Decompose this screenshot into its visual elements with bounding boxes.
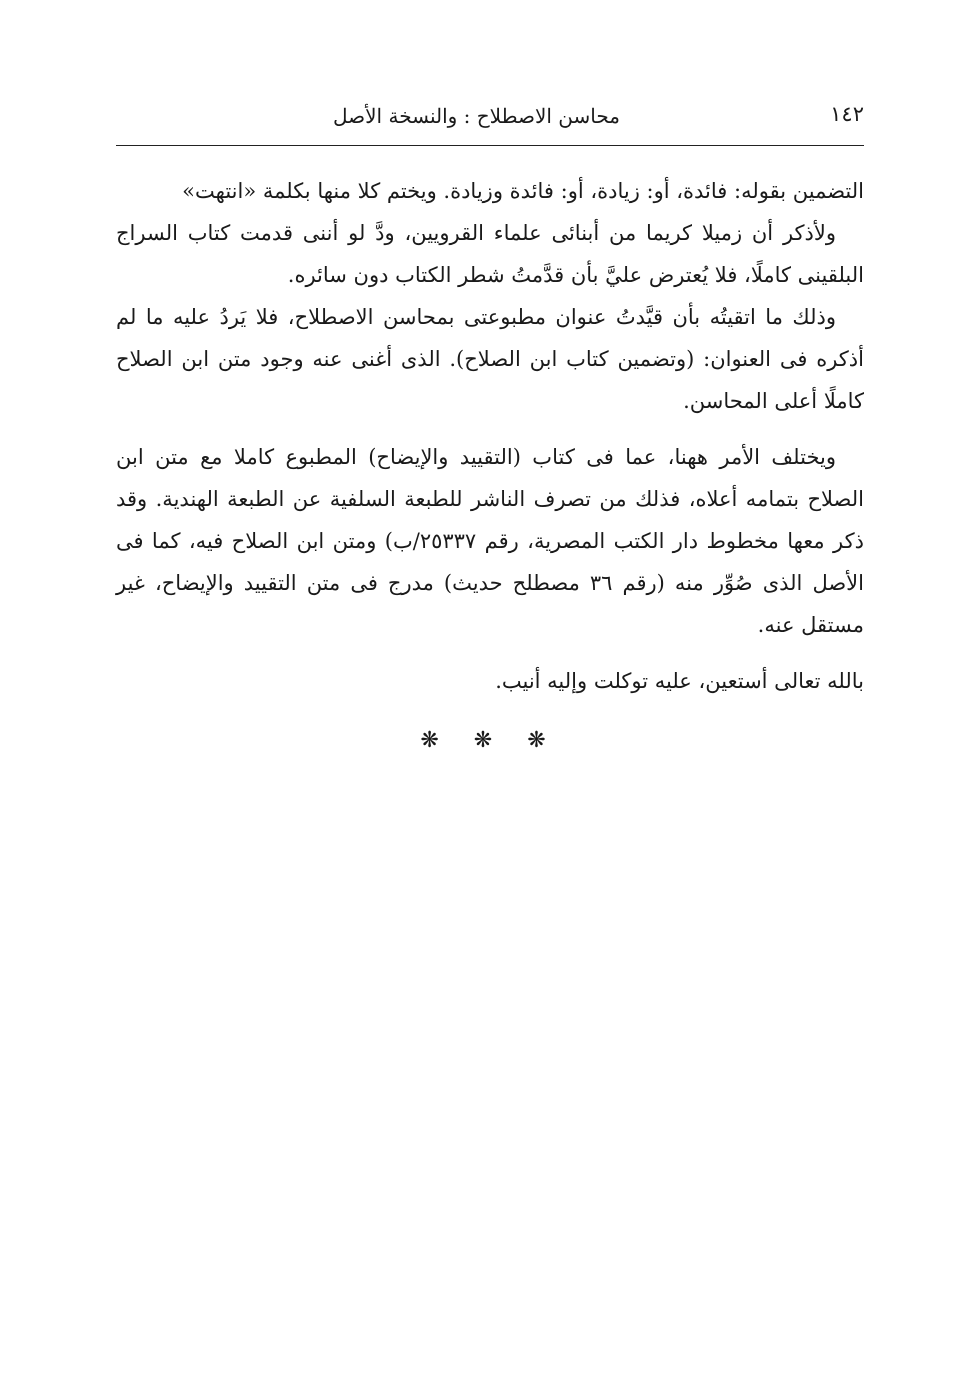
section-end-ornament: ❋ ❋ ❋: [420, 728, 560, 753]
paragraph: التضمين بقوله: فائدة، أو: زيادة، أو: فائدة وزيادة. ويختم كلا منها بكلمة «انتهت»: [182, 179, 864, 203]
running-title: محاسن الاصطلاح : والنسخة الأصل: [333, 104, 620, 128]
body-text: [116, 170, 864, 762]
paragraph: ويختلف الأمر ههنا، عما فى كتاب (التقييد والإيضاح) المطبوع كاملا مع متن ابن الصلاح بتمامه أعلاه، فذلك من تصرف الناشر للطبعة السلفية عن الطبعة الهندية. وقد ذكر معها مخطوط دار الكتب المصرية، رقم ٢٥٣٣٧/ب) ومتن ابن الصلاح فيه، كما فى الأصل الذى صُوِّر منه (رقم ٣٦ مصطلح حديث) مدرج فى متن التقييد والإيضاح، غير مستقل عنه.: [116, 445, 864, 637]
page-header: [116, 96, 864, 138]
paragraph: ولأذكر أن زميلا كريما من أبنائى علماء القرويين، ودَّ لو أننى قدمت كتاب السراج البلقينى كاملًا، فلا يُعترض عليَّ بأن قدَّمتُ شطر الكتاب دون سائره.: [116, 221, 864, 287]
paragraph: بالله تعالى أستعين، عليه توكلت وإليه أنيب.: [495, 669, 864, 693]
header-rule: [116, 145, 864, 146]
page-number: ١٤٢: [830, 102, 864, 126]
paragraph: وذلك ما اتقيتُه بأن قيَّدتُ عنوان مطبوعتى بمحاسن الاصطلاح، فلا يَردُ عليه ما لم أذكره فى العنوان: (وتضمين كتاب ابن الصلاح). الذى أغنى عنه وجود متن ابن الصلاح كاملًا أعلى المحاسن.: [116, 305, 864, 413]
